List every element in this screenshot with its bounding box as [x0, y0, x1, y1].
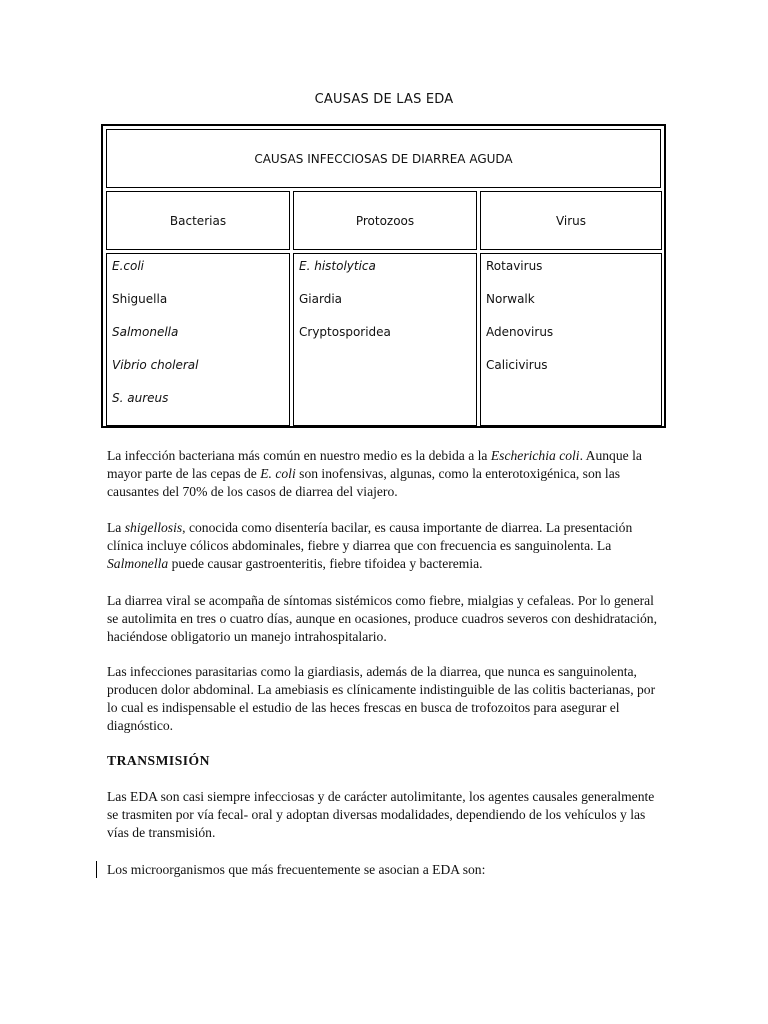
italic-term: Salmonella — [107, 556, 169, 571]
column-header-protozoos: Protozoos — [293, 191, 477, 250]
italic-term: shigellosis — [124, 520, 183, 535]
list-item: Cryptosporidea — [299, 325, 391, 339]
paragraph-viral: La diarrea viral se acompaña de síntomas sistémicos como fiebre, mialgias y cefaleas. Por lo general se autolimita en tres o cuatro días, aunque en ocasiones, produce cuadros severos con deshidratación, haciéndose obligatorio un manejo intrahospitalario. — [107, 593, 657, 644]
table-header: CAUSAS INFECCIOSAS DE DIARREA AGUDA — [106, 129, 661, 188]
list-item: Calicivirus — [486, 358, 548, 372]
list-item: Shiguella — [112, 292, 168, 306]
paragraph-parasitic: Las infecciones parasitarias como la giardiasis, además de la diarrea, que nunca es sanguinolenta, producen dolor abdominal. La amebiasis es clínicamente indistinguible de las colitis bacterianas, por lo cual es indispensable el estudio de las heces frescas en busca de trofozoitos para asegurar el diagnóstico. — [107, 664, 656, 733]
paragraph-transmission: Las EDA son casi siempre infecciosas y de carácter autolimitante, los agentes causales generalmente se trasmiten por vía fecal- oral y adoptan diversas modalidades, dependiendo de los vehículos y las vías de transmisión. — [107, 789, 655, 840]
italic-term: E. coli — [260, 466, 296, 481]
text-span: La — [107, 520, 125, 535]
text-span: . Aunque la mayor parte de las cepas de — [107, 448, 642, 481]
list-item: S. aureus — [112, 391, 169, 405]
document-title: CAUSAS DE LAS EDA — [314, 92, 454, 107]
list-item: E.coli — [112, 259, 145, 273]
text-span: , conocida como disentería bacilar, es causa importante de diarrea. La presentación clínica incluye cólicos abdominales, fiebre y diarrea que con frecuencia es sanguinolenta. La — [107, 520, 633, 553]
paragraph-microorganisms: Los microorganismos que más frecuentemente se asocian a EDA son: — [107, 862, 486, 877]
column-bacterias-list — [106, 253, 290, 426]
causes-table — [101, 124, 666, 428]
list-item: Norwalk — [486, 292, 535, 306]
text-span: son inofensivas, algunas, como la enterotoxigénica, son las causantes del 70% de los casos de diarrea del viajero. — [107, 466, 621, 499]
column-header-bacterias: Bacterias — [106, 191, 290, 250]
list-item: Giardia — [299, 292, 343, 306]
section-heading: TRANSMISIÓN — [107, 753, 210, 768]
list-item: Vibrio choleral — [112, 358, 199, 372]
column-virus-list — [480, 253, 662, 426]
list-item: Adenovirus — [486, 325, 554, 339]
text-span: La infección bacteriana más común en nuestro medio es la debida a la — [107, 448, 491, 463]
column-protozoos-list — [293, 253, 477, 426]
text-span: puede causar gastroenteritis, fiebre tifoidea y bacteremia. — [168, 556, 483, 571]
text-cursor — [96, 861, 97, 878]
list-item: Salmonella — [112, 325, 179, 339]
list-item: E. histolytica — [299, 259, 376, 273]
italic-term: Escherichia coli — [490, 448, 580, 463]
column-header-virus: Virus — [480, 191, 662, 250]
paragraph-bacterial — [107, 447, 667, 501]
list-item: Rotavirus — [486, 259, 543, 273]
paragraph-shigellosis — [107, 519, 667, 573]
